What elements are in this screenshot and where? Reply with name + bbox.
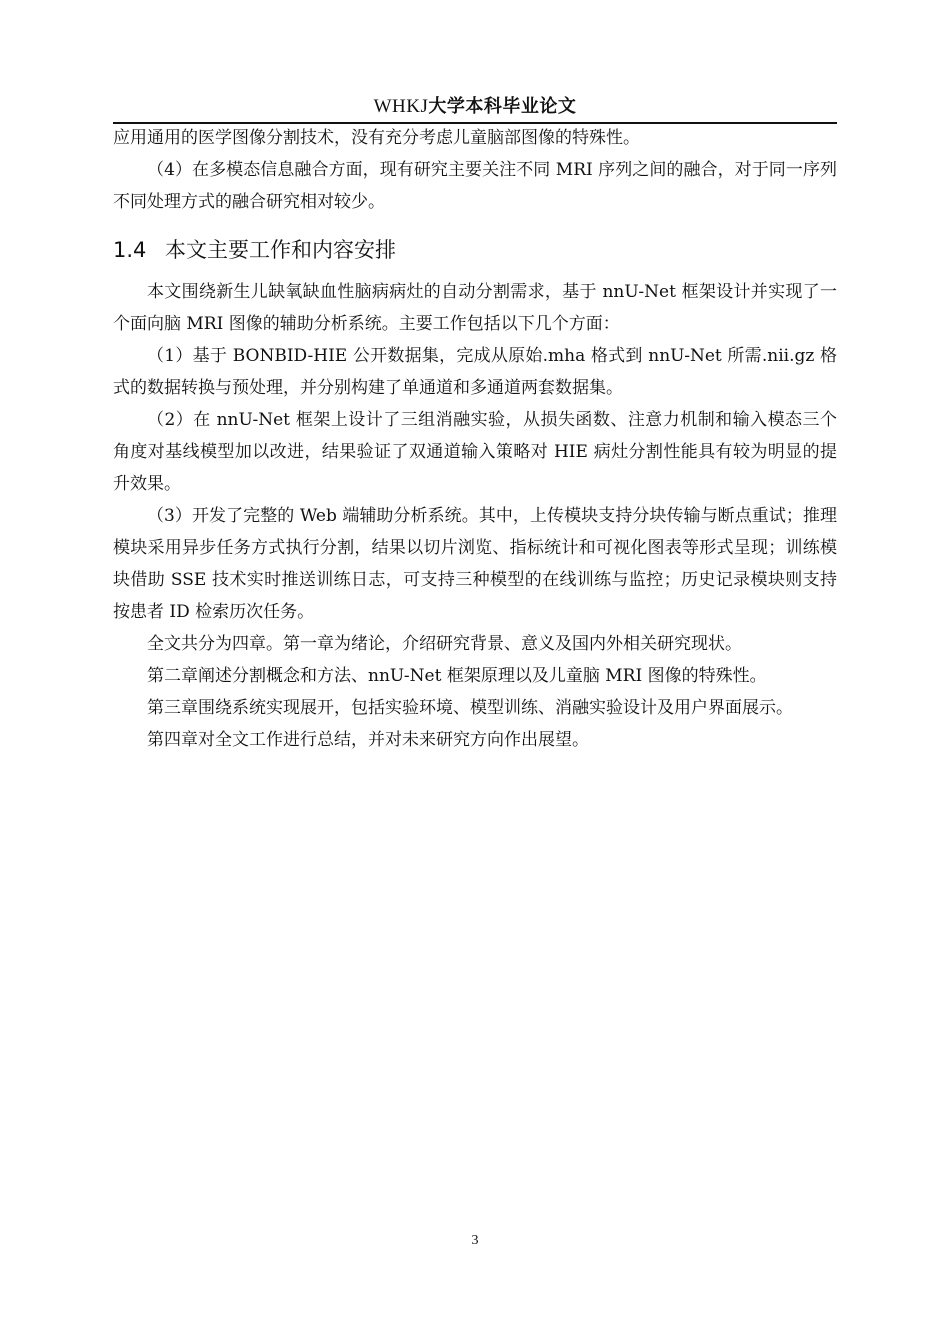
paragraph-chapter-4: 第四章对全文工作进行总结，并对未来研究方向作出展望。 xyxy=(147,730,589,750)
paragraph-chapter-2: 第二章阐述分割概念和方法、nnU-Net 框架原理以及儿童脑 MRI 图像的特殊性。 xyxy=(147,666,767,686)
page-number: 3 xyxy=(471,1233,479,1248)
header-latin-text: WHKJ xyxy=(373,96,429,117)
section-heading xyxy=(113,234,837,266)
paragraph-item-4: （4）在多模态信息融合方面，现有研究主要关注不同 MRI 序列之间的融合，对于同一序列不同处理方式的融合研究相对较少。 xyxy=(113,160,837,212)
paragraph-work-3: （3）开发了完整的 Web 端辅助分析系统。其中，上传模块支持分块传输与断点重试；推理模块采用异步任务方式执行分割，结果以切片浏览、指标统计和可视化图表等形式呈现；训练模块借助 SSE 技术实时推送训练日志，可支持三种模型的在线训练与监控；历史记录模块则支持按患者 ID 检索历次任务。 xyxy=(113,506,837,622)
section-title: 本文主要工作和内容安排 xyxy=(165,238,396,262)
paragraph-chapter-3: 第三章围绕系统实现展开，包括实验环境、模型训练、消融实验设计及用户界面展示。 xyxy=(147,698,793,718)
paragraph-continuation: 应用通用的医学图像分割技术，没有充分考虑儿童脑部图像的特殊性。 xyxy=(113,128,640,148)
header-chinese-text: 大学本科毕业论文 xyxy=(428,96,577,117)
page-header xyxy=(113,94,837,124)
document-body xyxy=(113,122,837,756)
section-number: 1.4 xyxy=(113,238,147,262)
paragraph-work-2: （2）在 nnU-Net 框架上设计了三组消融实验，从损失函数、注意力机制和输入模态三个角度对基线模型加以改进，结果验证了双通道输入策略对 HIE 病灶分割性能具有较为明显的提升效果。 xyxy=(113,410,837,494)
paragraph-intro: 本文围绕新生儿缺氧缺血性脑病病灶的自动分割需求，基于 nnU-Net 框架设计并实现了一个面向脑 MRI 图像的辅助分析系统。主要工作包括以下几个方面： xyxy=(113,282,837,334)
paragraph-chapter-overview: 全文共分为四章。第一章为绪论，介绍研究背景、意义及国内外相关研究现状。 xyxy=(147,634,742,654)
paragraph-work-1: （1）基于 BONBID-HIE 公开数据集，完成从原始.mha 格式到 nnU-Net 所需.nii.gz 格式的数据转换与预处理，并分别构建了单通道和多通道两套数据集。 xyxy=(113,346,837,398)
